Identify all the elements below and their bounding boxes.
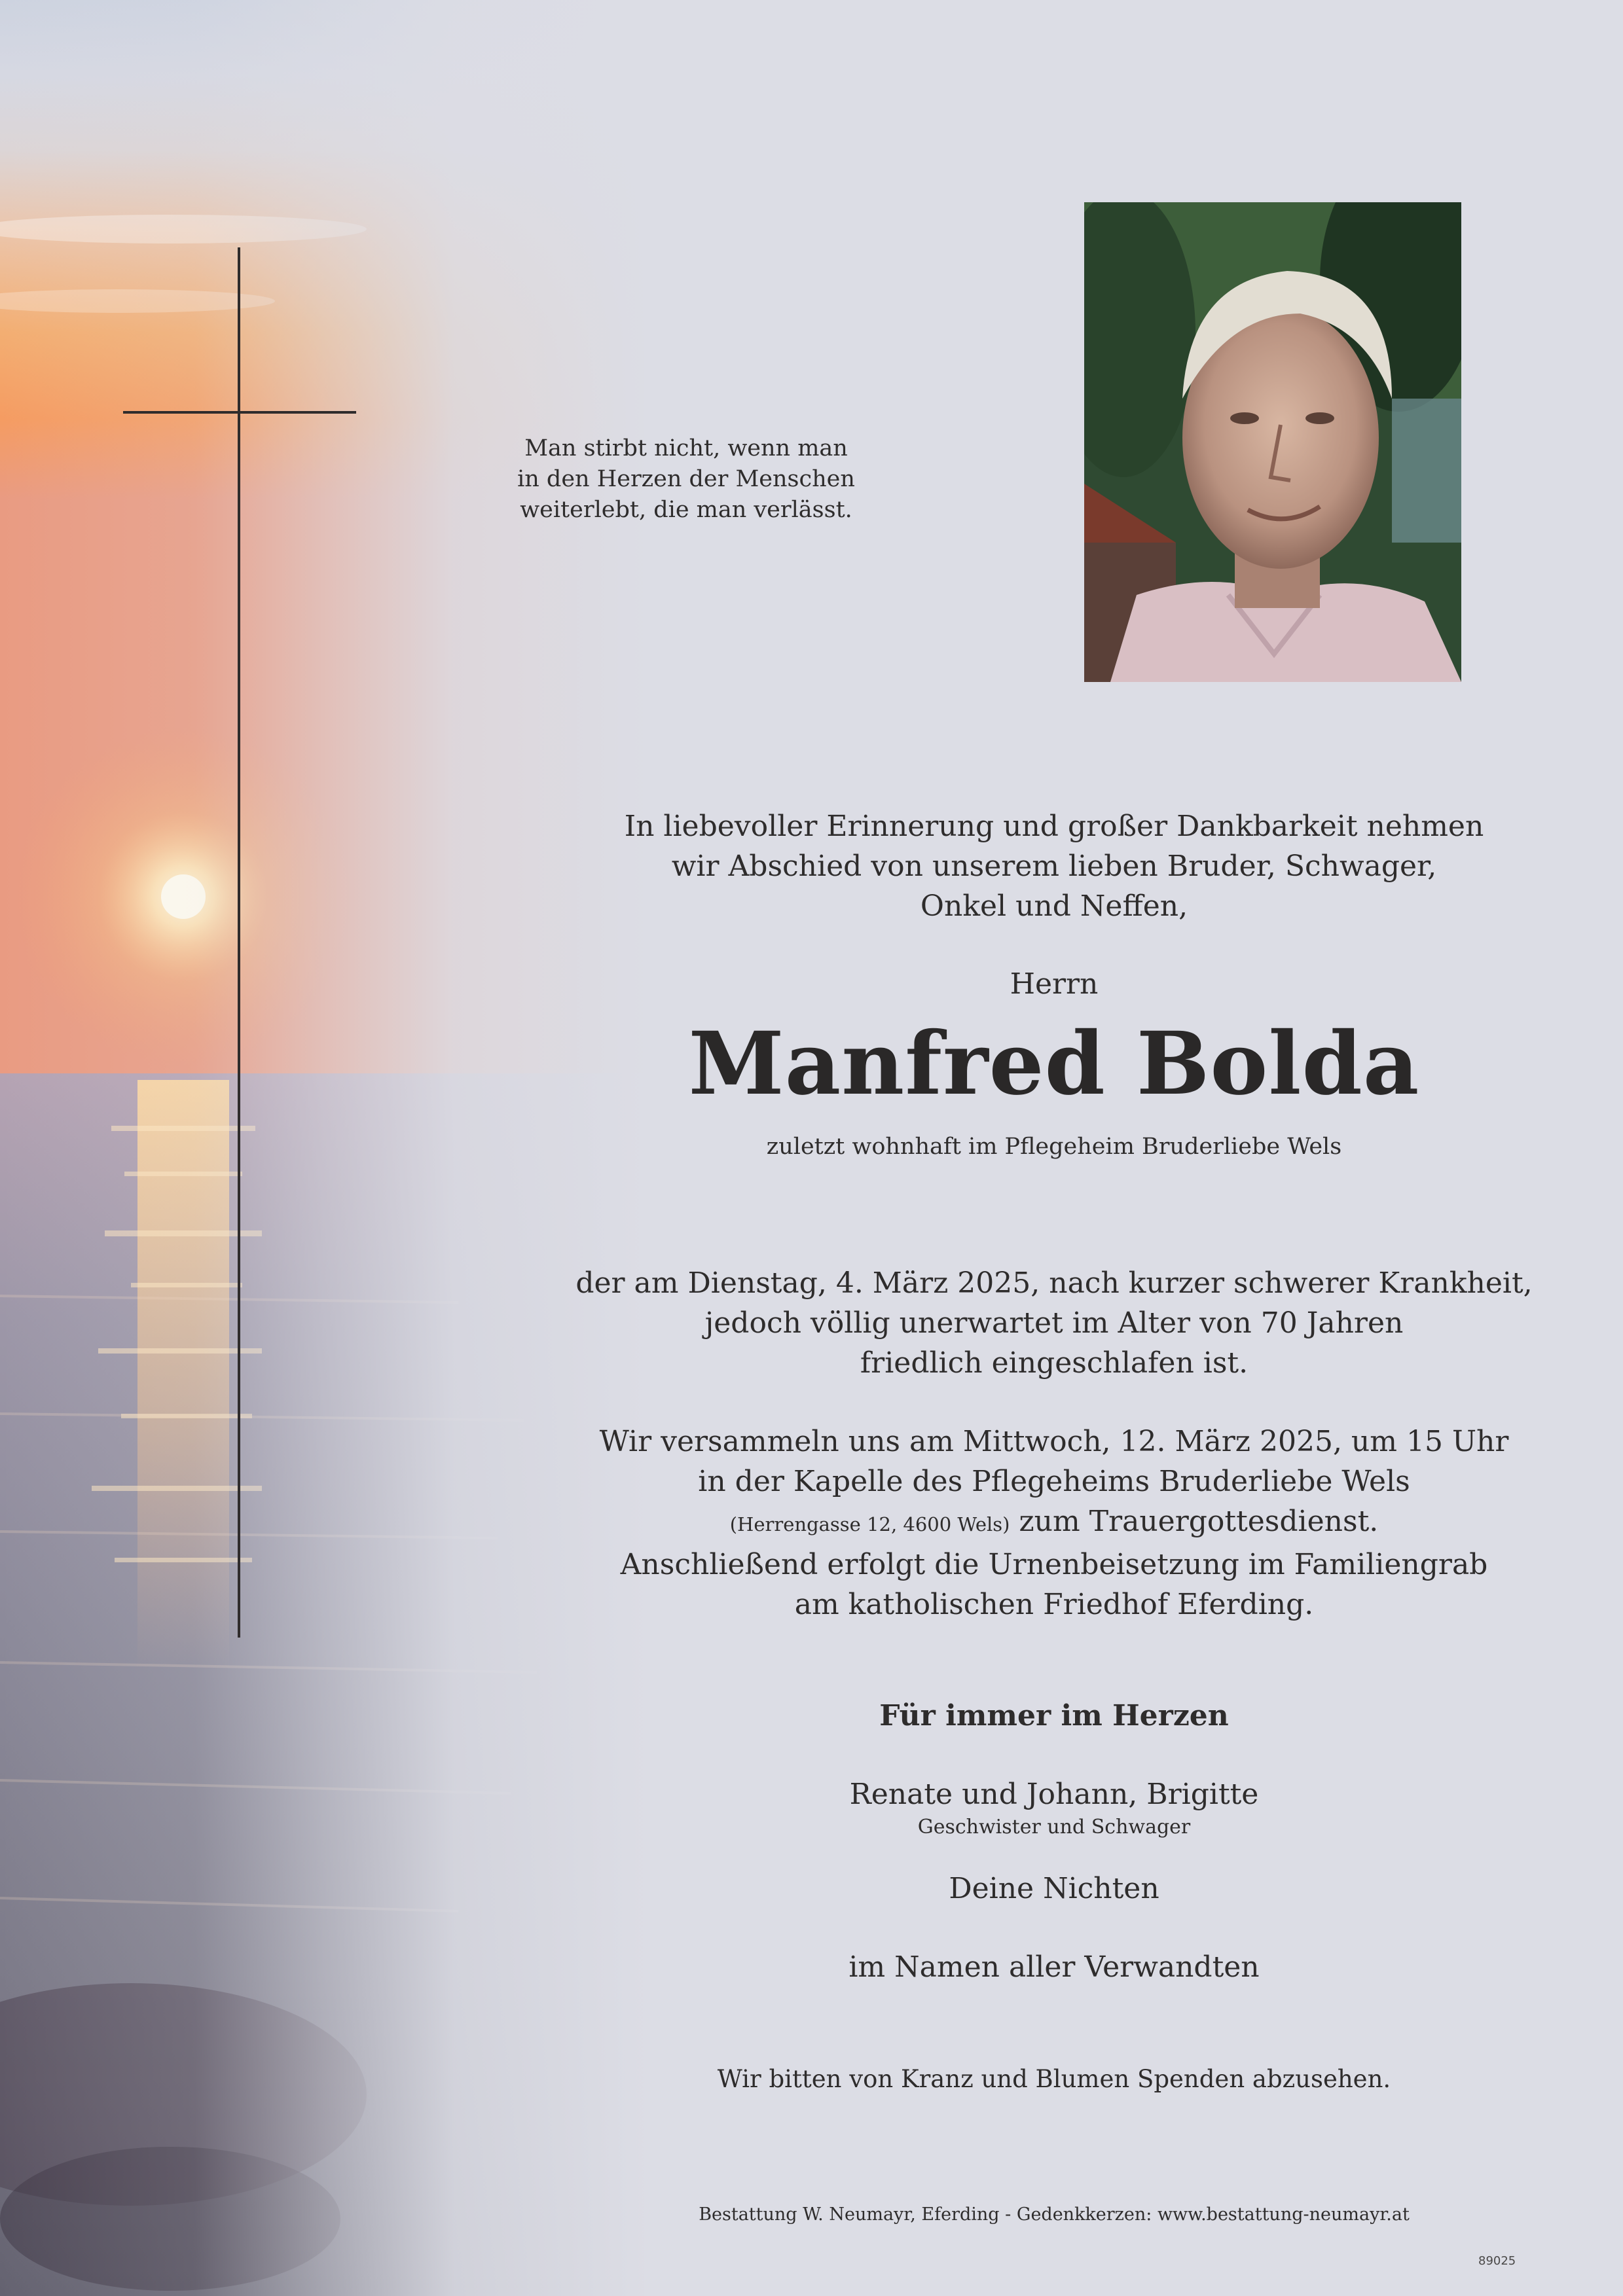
quote-line: weiterlebt, die man verlässt. (520, 497, 852, 523)
quote-block (503, 433, 869, 526)
cross-icon (238, 247, 240, 1638)
intro-text (498, 806, 1611, 926)
death-line: jedoch völlig unerwartet im Alter von 70 Jahren (704, 1306, 1404, 1340)
service-line: in der Kapelle des Pflegeheims Bruderliebe Wels (698, 1465, 1410, 1498)
mourners-relatives: im Namen aller Verwandten (848, 1950, 1260, 1984)
quote-line: Man stirbt nicht, wenn man (524, 435, 848, 461)
mourners-nieces: Deine Nichten (949, 1872, 1159, 1905)
death-line: friedlich eingeschlafen ist. (860, 1346, 1249, 1380)
mourners-siblings: Renate und Johann, Brigitte (849, 1778, 1259, 1811)
undertaker-footer: Bestattung W. Neumayr, Eferding - Gedenkkerzen: www.bestattung-neumayr.at (699, 2204, 1410, 2225)
forever-heading: Für immer im Herzen (879, 1699, 1229, 1732)
portrait-photo (1084, 202, 1461, 682)
service-line: Anschließend erfolgt die Urnenbeisetzung im Familiengrab (620, 1548, 1488, 1581)
death-line: der am Dienstag, 4. März 2025, nach kurzer schwerer Krankheit, (575, 1266, 1533, 1300)
print-code: 89025 (1478, 2254, 1516, 2268)
residence-note: zuletzt wohnhaft im Pflegeheim Bruderliebe Wels (766, 1134, 1342, 1160)
cross-icon-bar (123, 411, 356, 414)
service-line-rest: zum Trauergottesdienst. (1010, 1505, 1379, 1538)
deceased-name: Manfred Bolda (688, 1013, 1420, 1115)
intro-line: In liebevoller Erinnerung und großer Dankbarkeit nehmen (624, 810, 1484, 843)
service-line: am katholischen Friedhof Eferding. (794, 1588, 1314, 1621)
service-address: (Herrengasse 12, 4600 Wels) (729, 1513, 1010, 1535)
service-info (498, 1422, 1611, 1624)
mourners-siblings-relation: Geschwister und Schwager (917, 1816, 1191, 1839)
service-line (498, 1501, 1611, 1545)
service-line: Wir versammeln uns am Mittwoch, 12. März 2025, um 15 Uhr (599, 1425, 1509, 1458)
quote-line: in den Herzen der Menschen (517, 466, 855, 492)
intro-line: Onkel und Neffen, (920, 889, 1188, 923)
salutation: Herrn (1010, 967, 1099, 1001)
intro-line: wir Abschied von unserem lieben Bruder, Schwager, (671, 850, 1437, 883)
donation-request: Wir bitten von Kranz und Blumen Spenden abzusehen. (717, 2065, 1391, 2093)
death-notice (498, 1263, 1611, 1383)
